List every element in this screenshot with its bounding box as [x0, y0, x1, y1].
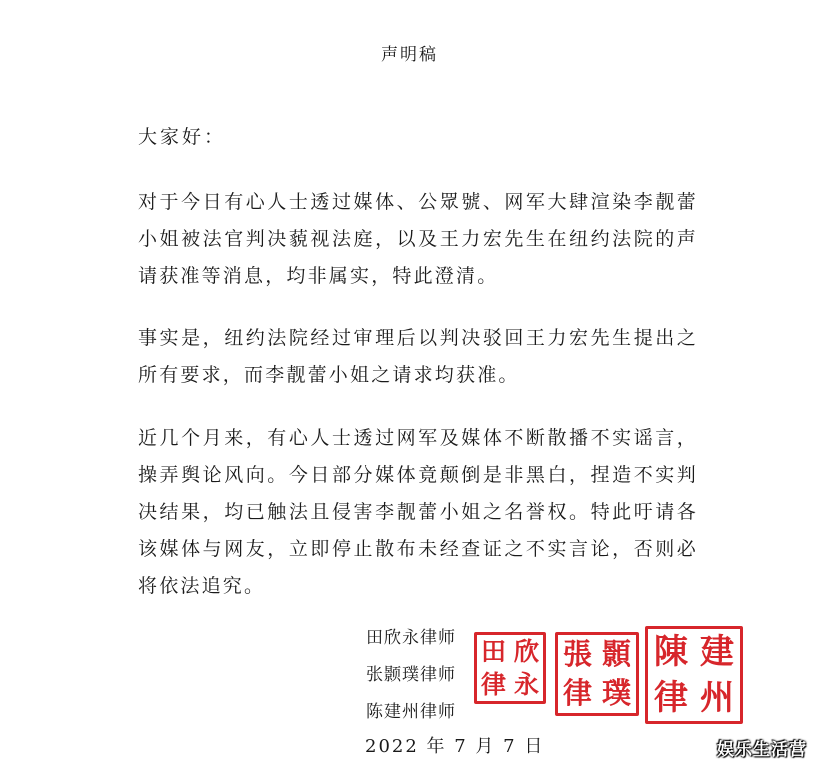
- document-date: 2022 年 7 月 7 日: [365, 736, 545, 757]
- document-title: 声明稿: [381, 45, 438, 65]
- seal-stamp-3: 陳 建 律 州: [645, 626, 743, 724]
- signer-3: 陈建州律师: [366, 702, 456, 722]
- seal-stamp-1: 田 欣 律 永: [474, 632, 546, 704]
- signer-list: [366, 620, 456, 731]
- watermark-logo: 娱乐生活营: [717, 740, 807, 760]
- paragraph-2: 事实是，纽约法院经过审理后以判决驳回王力宏先生提出之所有要求，而李靓蕾小姐之请求均获准。: [138, 327, 698, 386]
- paragraph-1: 对于今日有心人士透过媒体、公眾號、网军大肆渲染李靓蕾小姐被法官判决藐视法庭，以及王力宏先生在纽约法院的声请获准等消息，均非属实，特此澄清。: [138, 191, 698, 287]
- signer-1: 田欣永律师: [366, 628, 456, 648]
- greeting: 大家好：: [138, 126, 227, 148]
- signer-2: 张颢璞律师: [366, 665, 456, 685]
- seal-stamp-2: 張 顥 律 璞: [555, 632, 639, 716]
- paragraph-3: 近几个月来，有心人士透过网军及媒体不断散播不实谣言，操弄舆论风向。今日部分媒体竟颠倒是非黑白，捏造不实判决结果，均已触法且侵害李靓蕾小姐之名誉权。特此吁请各该媒体与网友，立即停止散布未经查证之不实言论，否则必将依法追究。: [138, 427, 698, 597]
